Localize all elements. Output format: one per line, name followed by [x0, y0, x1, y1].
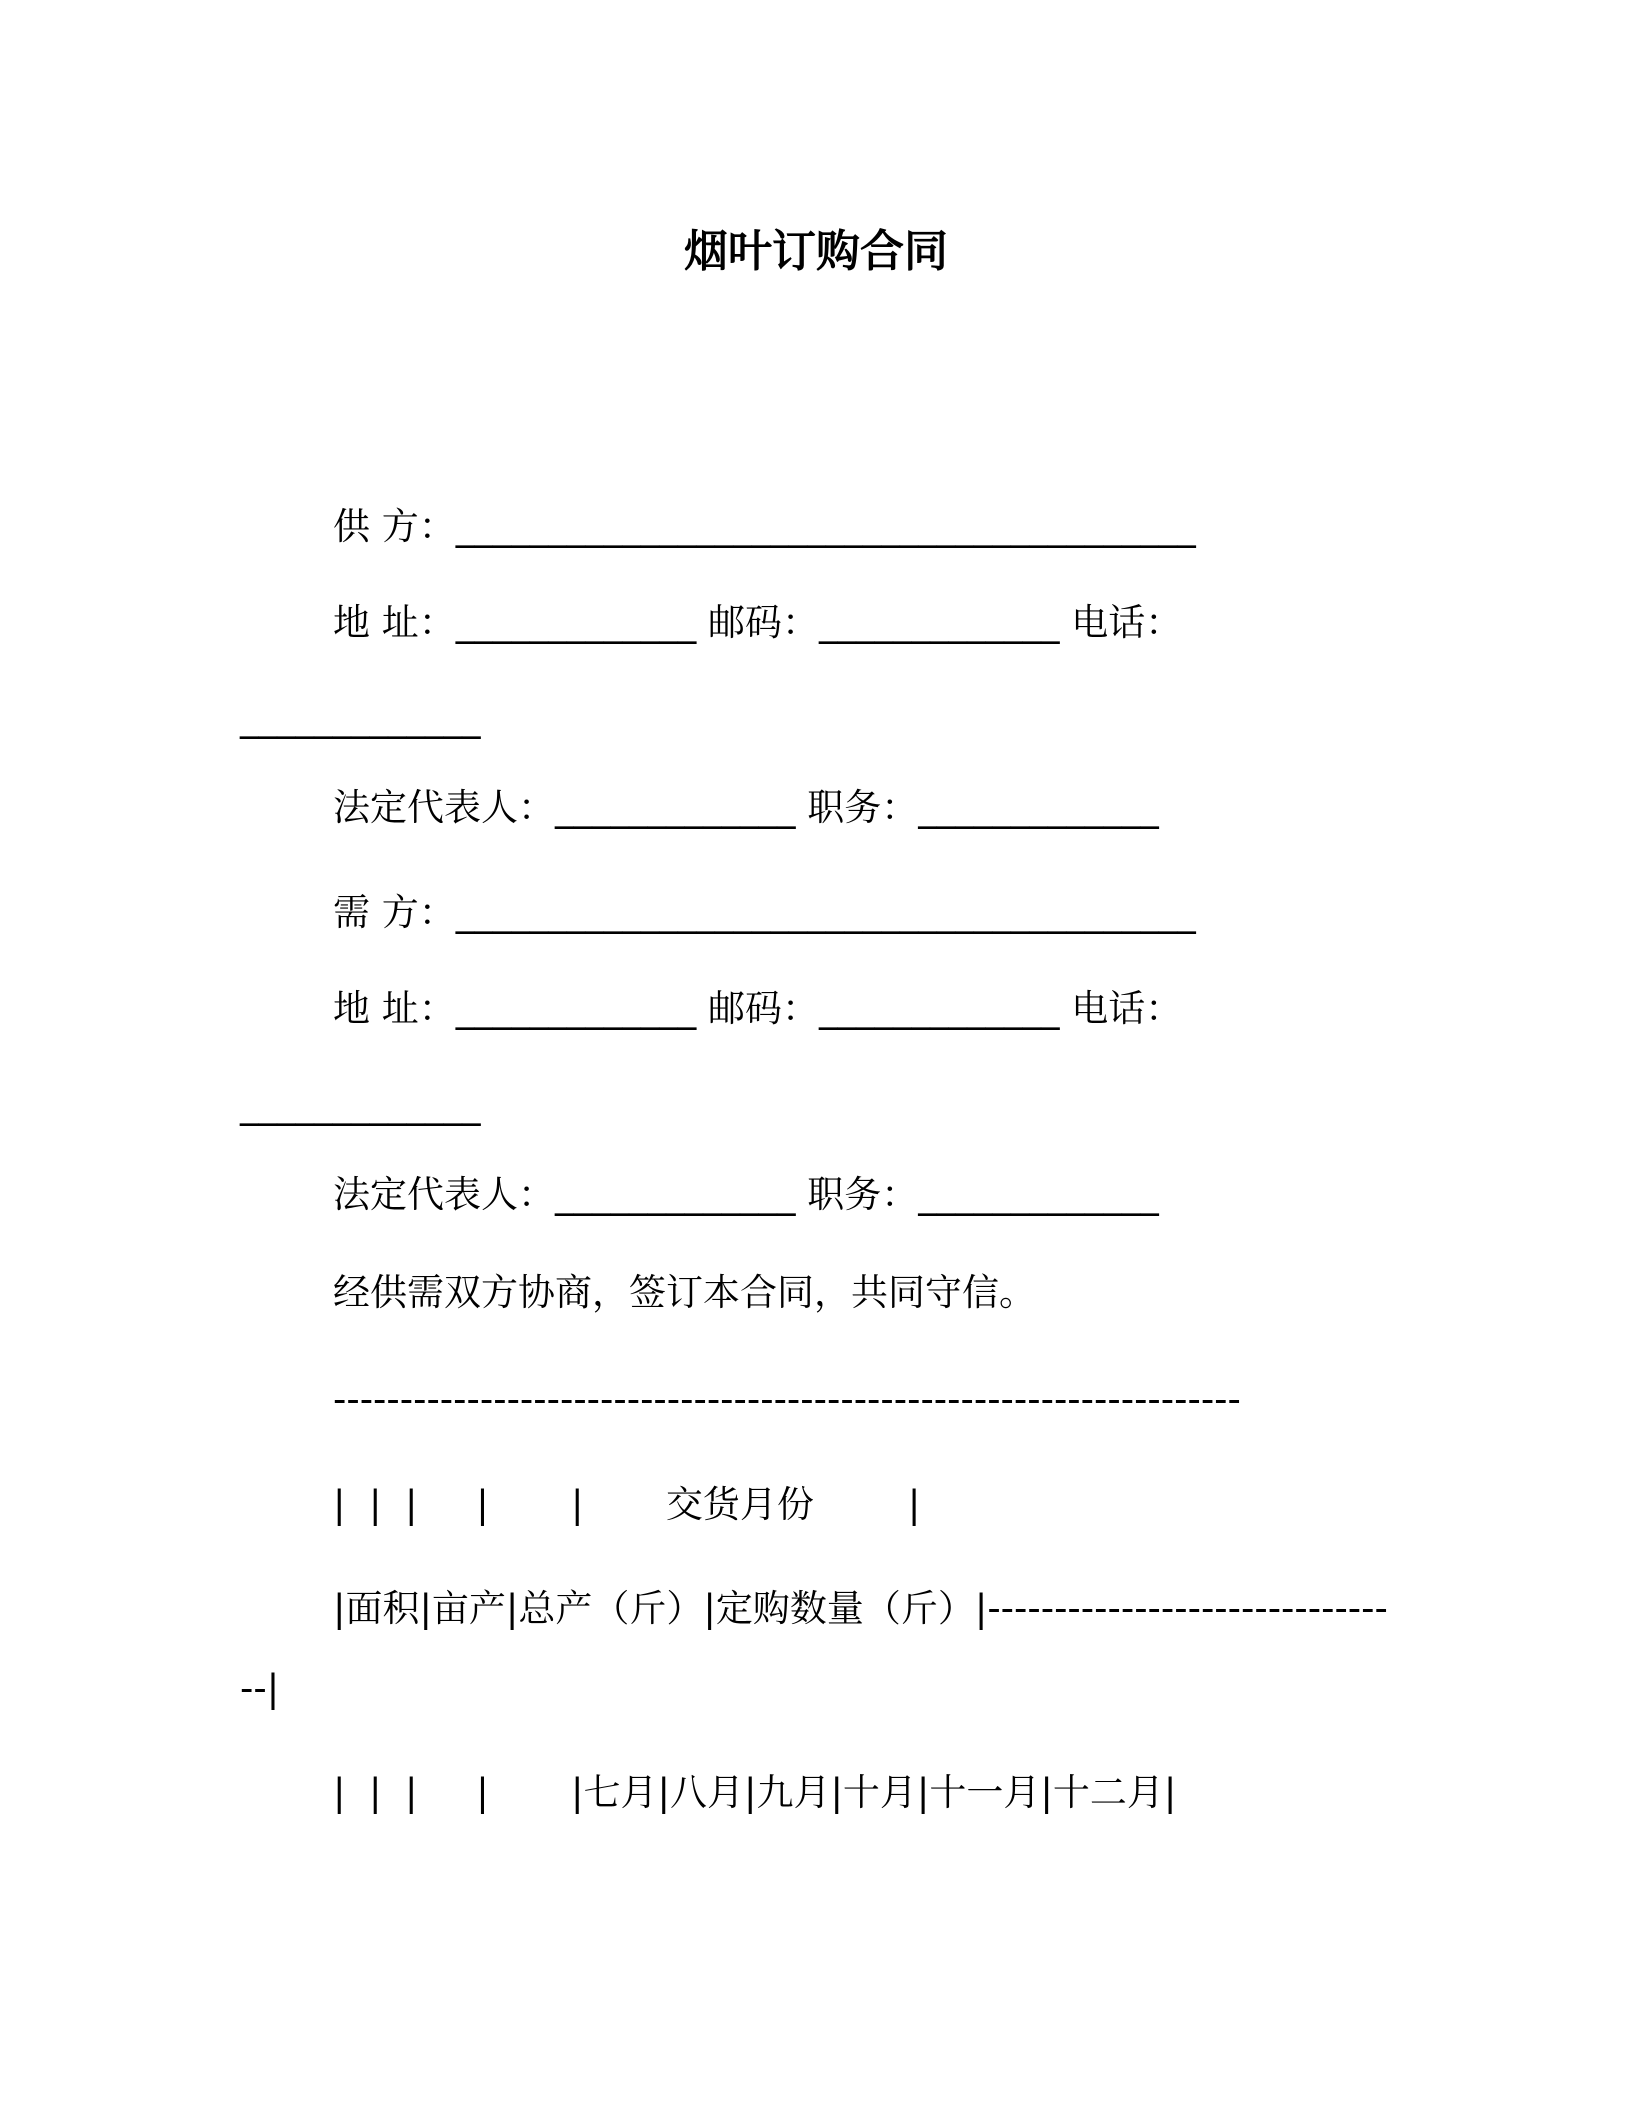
- table-header-row-2-wrap: --|: [240, 1667, 280, 1710]
- document-title: 烟叶订购合同: [684, 226, 948, 277]
- agreement-text: 经供需双方协商，签订本合同，共同守信。: [333, 1271, 1036, 1314]
- table-top-rule: --------------------------------------------------------------------: [333, 1378, 1241, 1421]
- table-header-row-3: | | | | |七月|八月|九月|十月|十一月|十二月|: [333, 1771, 1177, 1814]
- buyer-phone-blank[interactable]: _____________: [240, 1083, 481, 1126]
- buyer-representative-line[interactable]: 法定代表人：_____________ 职务：_____________: [333, 1173, 1159, 1216]
- buyer-address-line[interactable]: 地 址：_____________ 邮码：_____________ 电话：: [333, 987, 1183, 1030]
- supplier-name-line[interactable]: 供 方：________________________________________: [333, 505, 1196, 548]
- table-header-row-1: | | | | | 交货月份 |: [333, 1483, 921, 1526]
- supplier-representative-line[interactable]: 法定代表人：_____________ 职务：_____________: [333, 786, 1159, 829]
- table-header-row-2: |面积|亩产|总产（斤）|定购数量（斤）|------------------------------: [333, 1587, 1388, 1630]
- supplier-address-line[interactable]: 地 址：_____________ 邮码：_____________ 电话：: [333, 601, 1183, 644]
- supplier-phone-blank[interactable]: _____________: [240, 696, 481, 739]
- buyer-name-line[interactable]: 需 方：________________________________________: [333, 891, 1196, 934]
